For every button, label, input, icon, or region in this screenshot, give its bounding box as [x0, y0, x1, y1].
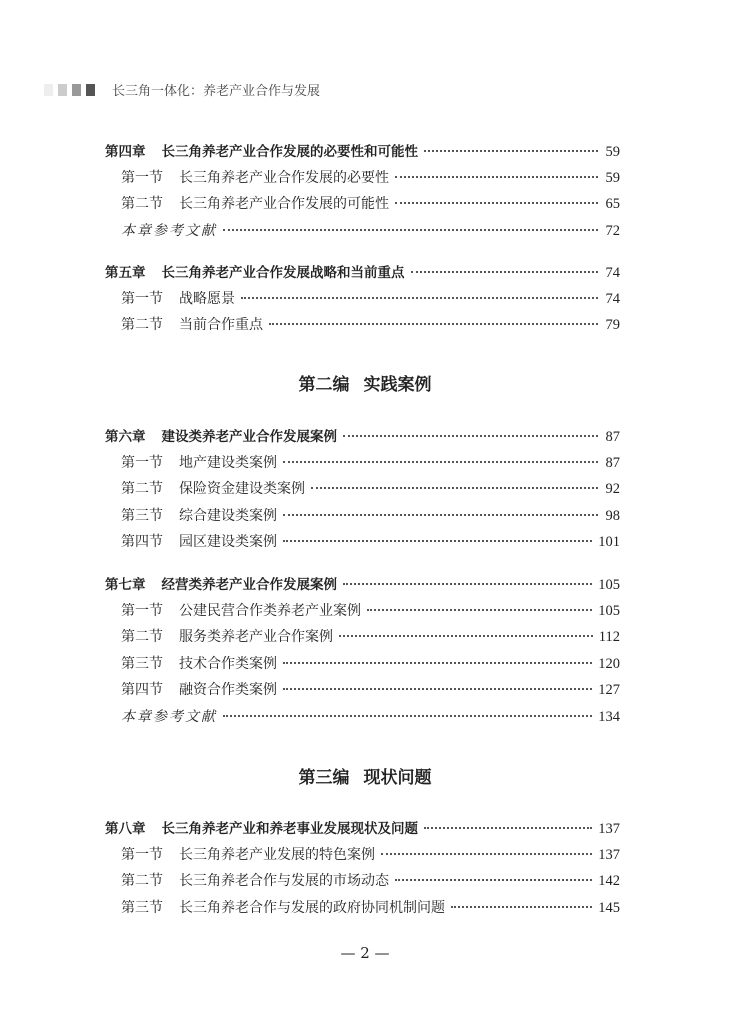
toc-entry-title: 技术合作类案例 — [179, 655, 277, 672]
toc-entry-number: 第一节 — [121, 454, 163, 471]
header-square-decoration — [72, 84, 81, 96]
dot-leader — [283, 514, 598, 516]
toc-entry-title: 长三角养老产业合作发展战略和当前重点 — [161, 265, 405, 281]
toc-entry-section — [105, 193, 620, 220]
dot-leader — [223, 715, 592, 717]
toc-entry-page: 105 — [598, 577, 620, 593]
toc-entry-title: 本章参考文献 — [121, 222, 217, 239]
toc-entry-page: 59 — [605, 169, 620, 186]
dot-leader — [367, 609, 592, 611]
part-heading-3 — [0, 763, 730, 788]
toc-entry-title: 长三角养老合作与发展的政府协同机制问题 — [179, 899, 445, 916]
dot-leader — [311, 487, 598, 489]
toc-entry-title: 长三角养老产业合作发展的必要性和可能性 — [161, 144, 418, 160]
toc-entry-title: 公建民营合作类养老产业案例 — [179, 602, 361, 619]
toc-entry-section — [105, 653, 620, 680]
part-title: 现状问题 — [363, 768, 432, 788]
toc-entry-title: 长三角养老产业合作发展的可能性 — [179, 196, 389, 212]
toc-entry-title: 战略愿景 — [179, 290, 235, 307]
toc-entry-section — [105, 870, 620, 897]
toc-entry-section — [105, 505, 620, 532]
toc-entry-number: 第四节 — [121, 534, 163, 550]
dot-leader — [283, 540, 592, 542]
dot-leader — [395, 176, 598, 178]
dot-leader — [241, 297, 598, 299]
toc-entry-number: 第一节 — [121, 846, 163, 863]
toc-entry-page: 87 — [605, 429, 620, 445]
toc-entry-number: 第七章 — [105, 577, 146, 593]
toc-entry-page: 74 — [605, 265, 620, 281]
toc-entry-number: 第一节 — [121, 169, 163, 186]
toc-entry-page: 72 — [605, 222, 620, 239]
dot-leader — [269, 323, 598, 325]
toc-entry-title: 园区建设类案例 — [179, 534, 277, 550]
dot-leader — [381, 853, 592, 855]
toc-entry-chapter — [105, 817, 620, 844]
toc-entry-page: 101 — [598, 534, 620, 550]
toc-entry-page: 87 — [605, 454, 620, 471]
toc-entry-title: 长三角养老产业和养老事业发展现状及问题 — [161, 821, 418, 837]
toc-entry-title: 综合建设类案例 — [179, 507, 277, 524]
toc-entry-title: 本章参考文献 — [121, 708, 217, 725]
toc-entry-title: 地产建设类案例 — [179, 454, 277, 471]
toc-entry-page: 112 — [598, 629, 620, 645]
toc-entry-number: 第四节 — [121, 682, 163, 698]
toc-entry-number: 第二节 — [121, 317, 163, 333]
toc-entry-section — [105, 452, 620, 479]
toc-block-chapter-6 — [105, 425, 620, 558]
dot-leader — [451, 906, 592, 908]
part-number: 第三编 — [298, 768, 350, 788]
toc-entry-number: 第六章 — [105, 429, 146, 445]
toc-entry-section — [105, 288, 620, 315]
toc-entry-chapter — [105, 140, 620, 167]
toc-entry-number: 第四章 — [105, 144, 146, 160]
toc-entry-number: 第二节 — [121, 629, 163, 645]
dot-leader — [424, 150, 598, 152]
toc-entry-number: 第二节 — [121, 481, 163, 497]
toc-block-chapter-8 — [105, 817, 620, 923]
toc-entry-number: 第三节 — [121, 507, 163, 524]
part-title: 实践案例 — [363, 375, 432, 395]
toc-entry-page: 65 — [605, 196, 620, 212]
part-number: 第二编 — [298, 375, 350, 395]
toc-entry-number: 第一节 — [121, 290, 163, 307]
toc-entry-title: 融资合作类案例 — [179, 682, 277, 698]
running-header — [44, 80, 320, 99]
dot-leader — [283, 688, 592, 690]
toc-entry-section — [105, 531, 620, 558]
toc-entry-title: 经营类养老产业合作发展案例 — [161, 577, 337, 593]
toc-entry-title: 长三角养老合作与发展的市场动态 — [179, 873, 389, 889]
toc-entry-number: 第一节 — [121, 602, 163, 619]
dot-leader — [343, 435, 598, 437]
toc-entry-ref — [105, 706, 620, 733]
toc-entry-section — [105, 314, 620, 341]
toc-entry-section — [105, 478, 620, 505]
toc-entry-page: 137 — [598, 821, 620, 837]
toc-block-chapter-5 — [105, 261, 620, 341]
toc-entry-page: 79 — [605, 317, 620, 333]
toc-entry-page: 105 — [598, 602, 620, 619]
toc-block-chapter-7 — [105, 573, 620, 732]
toc-entry-section — [105, 679, 620, 706]
toc-entry-chapter — [105, 573, 620, 600]
toc-entry-page: 134 — [598, 708, 620, 725]
toc-entry-page: 92 — [605, 481, 620, 497]
toc-entry-number: 第三节 — [121, 655, 163, 672]
toc-entry-section — [105, 626, 620, 653]
toc-entry-number: 第二节 — [121, 873, 163, 889]
toc-entry-title: 当前合作重点 — [179, 317, 263, 333]
toc-entry-chapter — [105, 425, 620, 452]
toc-entry-page: 137 — [598, 846, 620, 863]
running-header-title: 长三角一体化：养老产业合作与发展 — [112, 84, 321, 99]
toc-entry-title: 长三角养老产业合作发展的必要性 — [179, 169, 389, 186]
dot-leader — [283, 662, 592, 664]
header-square-decoration — [44, 84, 53, 96]
toc-entry-title: 保险资金建设类案例 — [179, 481, 305, 497]
toc-entry-title: 建设类养老产业合作发展案例 — [161, 429, 337, 445]
toc-entry-number: 第二节 — [121, 196, 163, 212]
toc-entry-page: 59 — [605, 144, 620, 160]
part-heading-2 — [0, 370, 730, 395]
toc-entry-title: 服务类养老产业合作案例 — [179, 629, 333, 645]
toc-entry-ref — [105, 220, 620, 247]
dot-leader — [343, 583, 592, 585]
page-number: — 2 — — [340, 944, 390, 962]
toc-entry-chapter — [105, 261, 620, 288]
dot-leader — [339, 635, 593, 637]
dot-leader — [395, 202, 598, 204]
toc-entry-section — [105, 897, 620, 924]
toc-entry-page: 74 — [605, 290, 620, 307]
dot-leader — [411, 271, 599, 273]
toc-entry-section — [105, 844, 620, 871]
toc-block-chapter-4 — [105, 140, 620, 246]
toc-entry-section — [105, 167, 620, 194]
dot-leader — [424, 827, 592, 829]
toc-entry-page: 142 — [598, 873, 620, 889]
toc-entry-section — [105, 600, 620, 627]
dot-leader — [283, 461, 598, 463]
dot-leader — [395, 879, 592, 881]
toc-entry-number: 第八章 — [105, 821, 146, 837]
header-square-decoration — [58, 84, 67, 96]
toc-entry-title: 长三角养老产业发展的特色案例 — [179, 846, 375, 863]
toc-entry-page: 120 — [598, 655, 620, 672]
toc-entry-number: 第五章 — [105, 265, 146, 281]
header-square-decoration — [86, 84, 95, 96]
toc-entry-page: 127 — [598, 682, 620, 698]
toc-entry-page: 145 — [598, 899, 620, 916]
toc-entry-page: 98 — [605, 507, 620, 524]
dot-leader — [223, 229, 598, 231]
toc-entry-number: 第三节 — [121, 899, 163, 916]
